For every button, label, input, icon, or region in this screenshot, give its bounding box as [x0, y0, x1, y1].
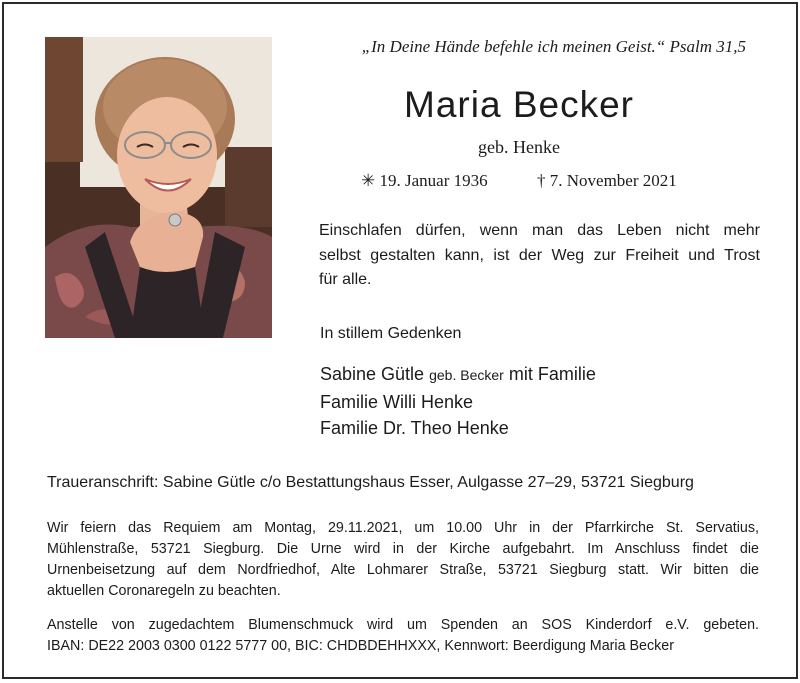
birth-date: ✳ 19. Januar 1936	[361, 171, 488, 190]
mourners-list	[320, 361, 596, 442]
donation-information	[47, 615, 759, 657]
deceased-name: Maria Becker	[404, 84, 634, 125]
service-line: Urnenbeisetzung auf dem Nordfriedhof, Alte Lohmarer Straße, 53721 Siegburg statt. Wir bitten die	[47, 562, 759, 578]
death-date: † 7. November 2021	[537, 171, 677, 190]
service-line: Wir feiern das Requiem am Montag, 29.11.2021, um 10.00 Uhr in der Pfarrkirche St. Servatius,	[47, 520, 759, 536]
donation-line: Anstelle von zugedachtem Blumenschmuck wird um Spenden an SOS Kinderdorf e.V. gebeten.	[47, 617, 759, 633]
quote-line: Einschlafen dürfen, wenn man das Leben nicht mehr	[319, 222, 760, 239]
mourner-line	[320, 361, 596, 389]
donation-line: IBAN: DE22 2003 0300 0122 5777 00, BIC: CHDBDEHHXXX, Kennwort: Beerdigung Maria Becker	[47, 638, 675, 654]
quote-line: selbst gestalten kann, ist der Weg zur Freiheit und Trost	[319, 246, 760, 264]
portrait-illustration	[45, 37, 272, 338]
portrait-photo	[45, 37, 272, 338]
mourner-maiden-name: geb. Becker	[429, 367, 504, 383]
memorial-quote	[319, 219, 760, 293]
mourner-name: Sabine Gütle	[320, 364, 425, 384]
service-information	[47, 518, 759, 602]
mourner-suffix: mit Familie	[508, 364, 596, 384]
psalm-verse: „In Deine Hände befehle ich meinen Geist.“ Psalm 31,5	[361, 37, 746, 56]
mourner-line: Familie Willi Henke	[320, 391, 474, 412]
service-line: Mühlenstraße, 53721 Siegburg. Die Urne wird in der Kirche aufgebahrt. Im Anschluss findet die	[47, 541, 759, 557]
maiden-name: geb. Henke	[478, 137, 560, 157]
obituary-notice	[2, 2, 798, 679]
in-memory-line: In stillem Gedenken	[320, 325, 462, 342]
service-line: aktuellen Coronaregeln zu beachten.	[47, 583, 281, 599]
mourning-address: Traueranschrift: Sabine Gütle c/o Bestattungshaus Esser, Aulgasse 27–29, 53721 Siegburg	[47, 474, 694, 491]
mourner-line: Familie Dr. Theo Henke	[320, 418, 509, 438]
quote-line: für alle.	[319, 271, 372, 288]
